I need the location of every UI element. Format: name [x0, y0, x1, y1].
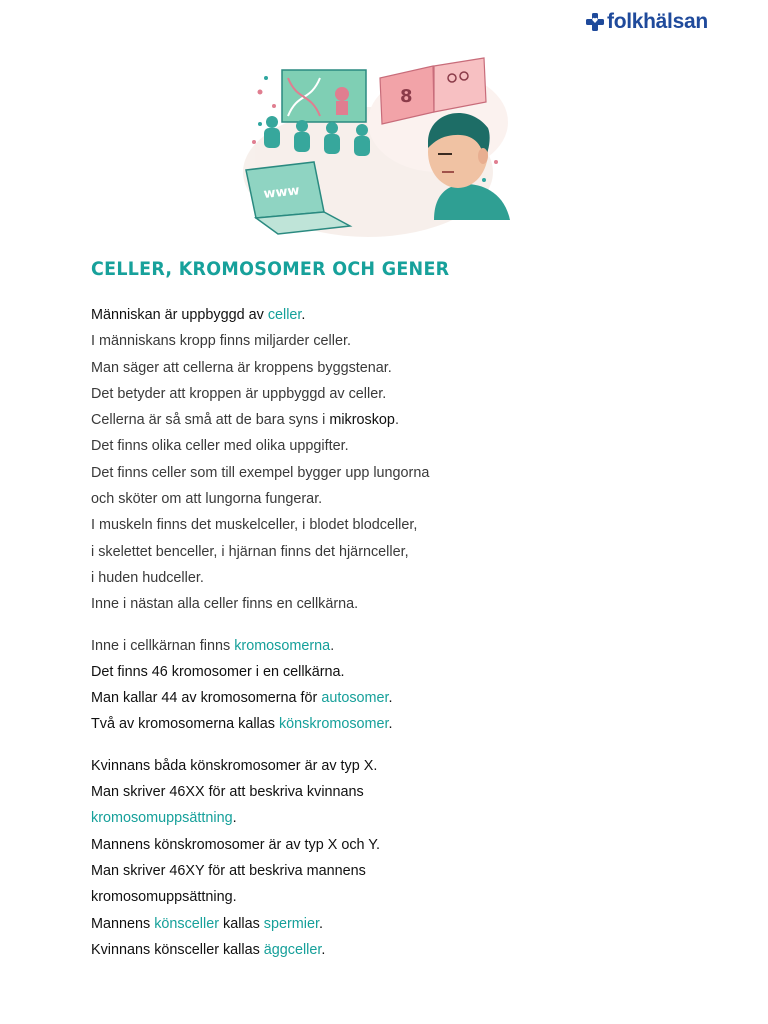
text-line [91, 858, 691, 884]
text-segment: mikroskop [329, 412, 395, 429]
text-line [91, 591, 691, 617]
text-line [91, 486, 691, 512]
highlighted-term: celler [267, 307, 302, 323]
text-line [91, 779, 691, 805]
text-line [91, 565, 691, 591]
text-line [91, 659, 691, 685]
text-segment: kallas [219, 915, 264, 932]
header-illustration [238, 42, 528, 242]
text-segment: Kvinnans båda könskromosomer är av typ X. [91, 757, 378, 774]
document-body [91, 302, 691, 978]
laptop-screen-text: www [262, 183, 301, 202]
text-line [91, 911, 691, 937]
text-segment: I muskeln finns det muskelceller, i blodet blodceller, [91, 517, 418, 534]
text-line [91, 832, 691, 858]
text-segment: Man skriver 46XY för att beskriva mannens [91, 862, 366, 879]
text-line [91, 753, 691, 779]
page-title: CELLER, KROMOSOMER OCH GENER [91, 258, 450, 280]
text-line [91, 539, 691, 565]
text-segment: kromosomuppsättning. [91, 889, 237, 906]
text-segment: . [301, 307, 306, 323]
text-segment: Det finns olika celler med olika uppgifter. [91, 438, 349, 455]
paragraph [91, 633, 691, 738]
text-segment: Man säger att cellerna är kroppens byggstenar. [91, 359, 392, 376]
text-segment: Två av kromosomerna kallas [91, 716, 279, 733]
highlighted-term: spermier [263, 915, 319, 932]
text-segment: . [330, 637, 335, 654]
text-segment: i huden hudceller. [91, 569, 204, 586]
text-segment: Det betyder att kroppen är uppbyggd av celler. [91, 385, 387, 402]
highlighted-term: kromosomuppsättning [91, 810, 233, 827]
text-line [91, 884, 691, 910]
text-segment: Man kallar 44 av kromosomerna för [91, 690, 322, 707]
text-segment: Kvinnans könsceller kallas [91, 941, 264, 958]
text-segment: Inne i nästan alla celler finns en cellkärna. [91, 596, 359, 613]
svg-text:8: 8 [400, 86, 413, 107]
text-line [91, 685, 691, 711]
text-segment: . [232, 810, 237, 827]
text-segment: I människans kropp finns miljarder celler. [91, 333, 351, 350]
text-segment: Cellerna är så små att de bara syns i [91, 412, 330, 429]
text-line [91, 633, 691, 659]
highlighted-term: autosomer [321, 690, 389, 707]
text-line [91, 937, 691, 963]
paragraph [91, 302, 691, 618]
text-segment: . [394, 412, 399, 429]
text-line [91, 460, 691, 486]
text-line [91, 328, 691, 354]
highlighted-term: könskromosomer [278, 716, 389, 733]
text-line [91, 407, 691, 433]
folkhalsan-logo [585, 8, 750, 36]
text-segment: Mannens könskromosomer är av typ X och Y. [91, 836, 381, 853]
text-segment: i skelettet benceller, i hjärnan finns det hjärnceller, [91, 543, 409, 560]
dna-screen [282, 70, 366, 122]
text-segment: . [388, 716, 393, 733]
text-segment: Mannens [91, 915, 155, 932]
highlighted-term: könsceller [154, 915, 219, 932]
text-line [91, 512, 691, 538]
text-line [91, 711, 691, 737]
logo-text: folkhälsan [607, 10, 708, 33]
text-segment: . [388, 690, 393, 707]
text-line [91, 302, 691, 328]
text-segment: Det finns 46 kromosomer i en cellkärna. [91, 663, 345, 680]
text-line [91, 805, 691, 831]
highlighted-term: äggceller [263, 941, 322, 958]
text-segment: Det finns celler som till exempel bygger upp lungorna [91, 464, 430, 481]
text-segment: . [318, 915, 323, 932]
paragraph [91, 753, 691, 963]
text-segment: och sköter om att lungorna fungerar. [91, 491, 323, 508]
folkhalsan-cross-icon [585, 12, 605, 32]
text-segment: . [321, 941, 326, 958]
text-segment: Människan är uppbyggd av [91, 307, 268, 323]
highlighted-term: kromosomerna [234, 637, 331, 654]
text-segment: Inne i cellkärnan finns [91, 637, 235, 654]
text-segment: Man skriver 46XX för att beskriva kvinnans [91, 784, 364, 801]
text-line [91, 433, 691, 459]
text-line [91, 381, 691, 407]
text-line [91, 355, 691, 381]
